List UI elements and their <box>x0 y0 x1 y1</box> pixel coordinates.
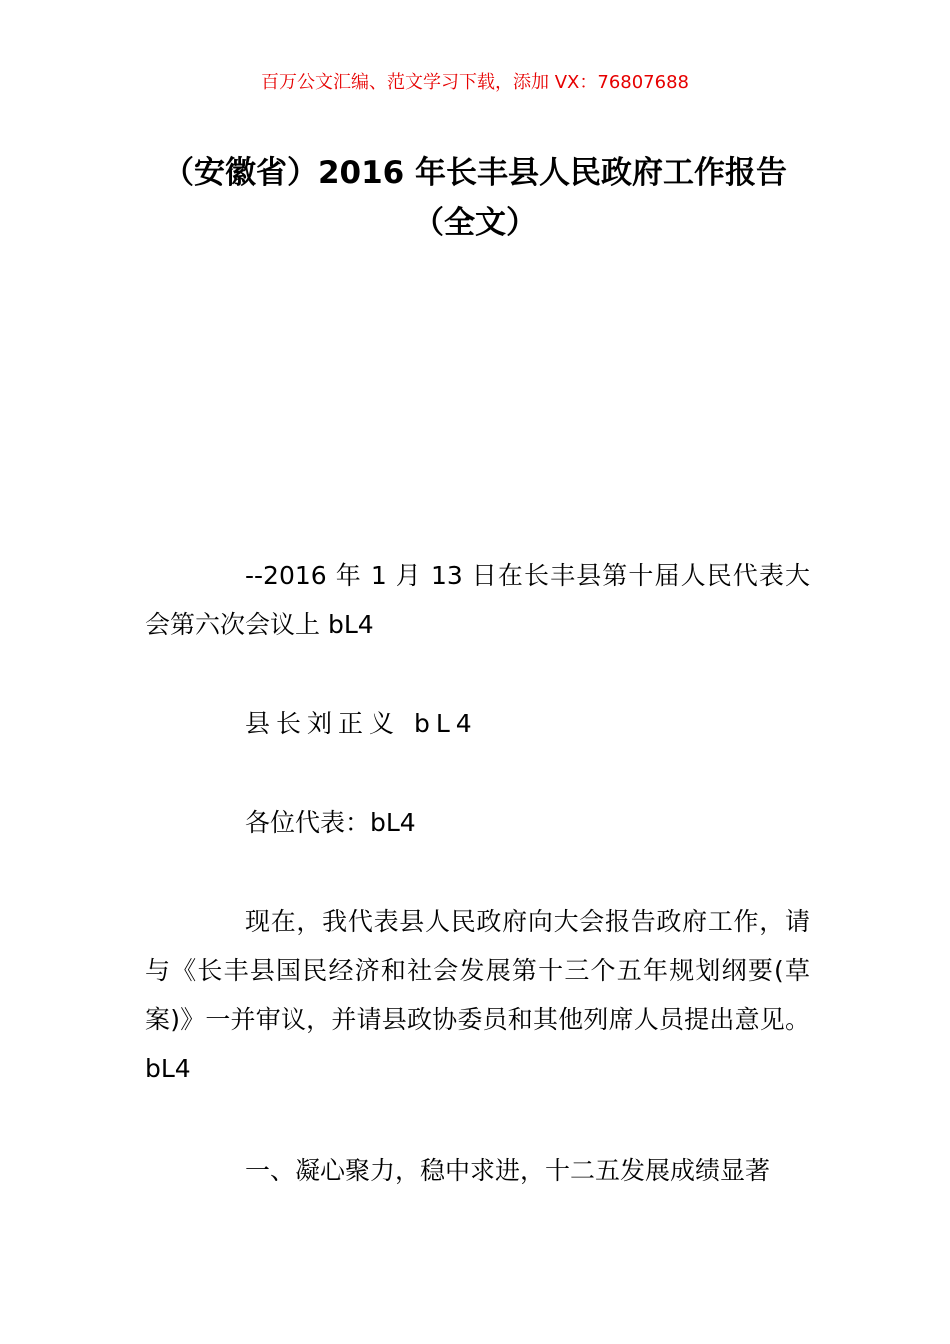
author-line: 县长刘正义 bL4 <box>245 709 478 738</box>
date-line: --2016 年 1 月 13 日在长丰县第十届人民代表大会第六次会议上 bL4 <box>145 561 810 639</box>
greeting: 各位代表：bL4 <box>245 808 416 837</box>
header-watermark-note: 百万公文汇编、范文学习下载，添加 VX：76807688 <box>261 72 689 93</box>
intro-paragraph: 现在，我代表县人民政府向大会报告政府工作，请与《长丰县国民经济和社会发展第十三个五年规划纲要(草案)》一并审议，并请县政协委员和其他列席人员提出意见。bL4 <box>145 907 810 1083</box>
document-title: （安徽省）2016 年长丰县人民政府工作报告（全文） <box>162 155 788 241</box>
section-1-heading: 一、凝心聚力，稳中求进，十二五发展成绩显著 <box>245 1156 771 1185</box>
